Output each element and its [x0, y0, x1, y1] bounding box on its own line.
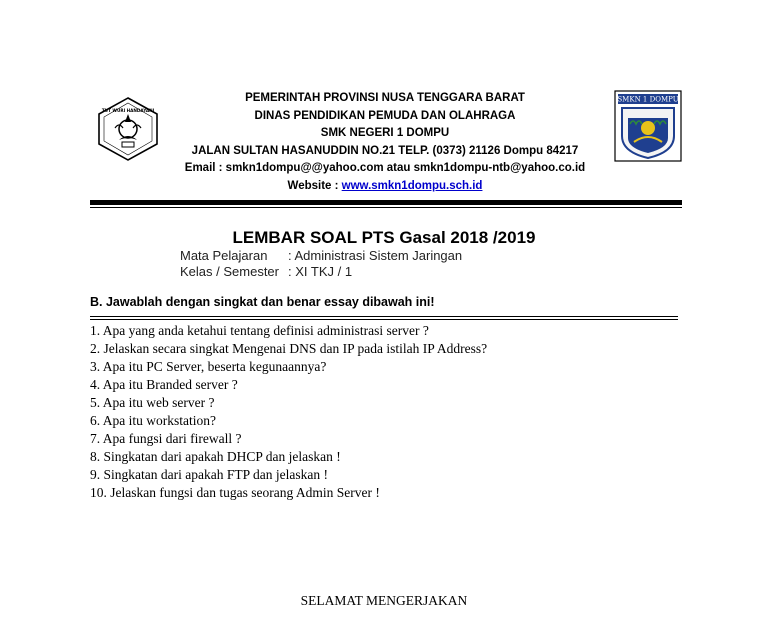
letterhead — [170, 90, 600, 196]
website-label: Website : — [287, 179, 342, 192]
instruction-divider-bottom — [90, 319, 678, 320]
header-divider-thick — [90, 200, 682, 205]
question-item: 6. Apa itu workstation? — [90, 413, 216, 428]
question-item: 1. Apa yang anda ketahui tentang definisi administrasi server ? — [90, 323, 429, 338]
letterhead-school: SMK NEGERI 1 DOMPU — [320, 127, 450, 140]
question-item: 8. Singkatan dari apakah DHCP dan jelaskan ! — [90, 449, 341, 464]
letterhead-website — [170, 178, 600, 196]
class-label: Kelas / Semester — [180, 264, 279, 279]
svg-text:TUT WURI HANDAYANI: TUT WURI HANDAYANI — [101, 108, 155, 113]
instruction: B. Jawablah dengan singkat dan benar essay dibawah ini! — [90, 295, 435, 309]
question-list — [90, 322, 487, 502]
letterhead-address: JALAN SULTAN HASANUDDIN NO.21 TELP. (0373) 21126 Dompu 84217 — [191, 144, 579, 157]
subject-value: : Administrasi Sistem Jaringan — [288, 248, 463, 263]
tut-wuri-handayani-logo — [95, 96, 161, 162]
question-item: 4. Apa itu Branded server ? — [90, 377, 238, 392]
closing-text: SELAMAT MENGERJAKAN — [300, 593, 468, 608]
subject-label: Mata Pelajaran — [180, 248, 268, 263]
header-divider-thin — [90, 207, 682, 208]
question-item: 5. Apa itu web server ? — [90, 395, 215, 410]
svg-text:SMKN 1 DOMPU: SMKN 1 DOMPU — [617, 95, 679, 104]
meta-class — [180, 264, 352, 279]
question-item: 10. Jelaskan fungsi dan tugas seorang Admin Server ! — [90, 485, 380, 500]
website-link[interactable]: www.smkn1dompu.sch.id — [341, 179, 483, 192]
instruction-divider-top — [90, 316, 678, 317]
letterhead-email: Email : smkn1dompu@@yahoo.com atau smkn1dompu-ntb@yahoo.co.id — [184, 162, 586, 175]
question-item: 7. Apa fungsi dari firewall ? — [90, 431, 242, 446]
class-value: : XI TKJ / 1 — [288, 264, 353, 279]
letterhead-department: DINAS PENDIDIKAN PEMUDA DAN OLAHRAGA — [254, 109, 516, 122]
question-item: 9. Singkatan dari apakah FTP dan jelaskan ! — [90, 467, 328, 482]
question-item: 3. Apa itu PC Server, beserta kegunaannya? — [90, 359, 327, 374]
meta-subject — [180, 248, 462, 263]
smkn1-dompu-logo — [614, 90, 682, 162]
question-item: 2. Jelaskan secara singkat Mengenai DNS dan IP pada istilah IP Address? — [90, 341, 488, 356]
page-title: LEMBAR SOAL PTS Gasal 2018 /2019 — [232, 228, 536, 247]
letterhead-government: PEMERINTAH PROVINSI NUSA TENGGARA BARAT — [245, 92, 525, 104]
